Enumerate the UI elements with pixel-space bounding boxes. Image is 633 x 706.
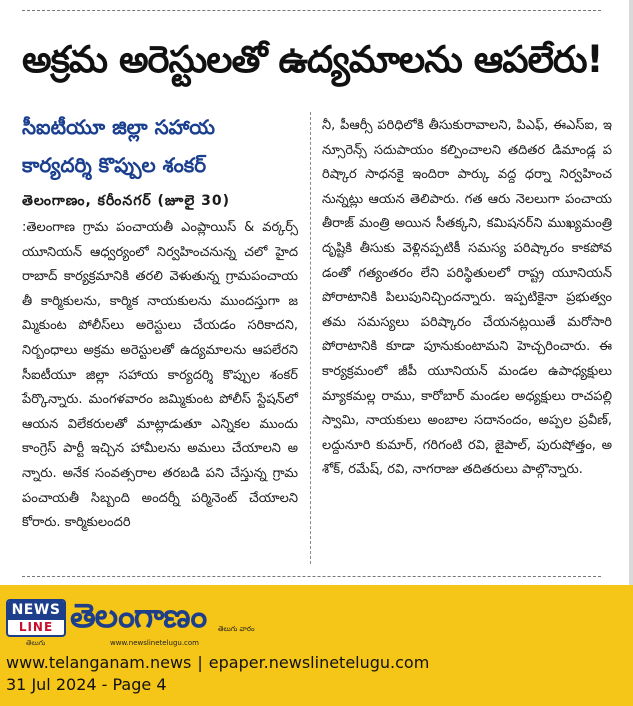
footer-banner [0, 585, 633, 706]
article-body-left: :తెలంగాణ గ్రామ పంచాయతీ ఎంప్లాయిస్ & వర్కర్స్ యూనియన్ ఆధ్వర్యంలో నిర్వహించనున్న చలో హైదరాబాద్ కార్యక్రమానికి తరలి వెళుతున్న గ్రామపంచాయతీ కార్మికులను, కార్మిక నాయకులను ముందస్తుగా జమ్మికుంట పోలీస్‌లు అరెస్టులు చేయడం సరికాదని, నిర్బంధాలు అక్రమ అరెస్టులతో ఉద్యమాలను ఆపలేరని సీఐటీయూ జిల్లా సహాయ కార్యదర్శి కొప్పుల శంకర్ పేర్కొన్నారు. మంగళవారం జమ్మికుంట పోలీస్ స్టేషన్‌లో ఆయన విలేకరులతో మాట్లాడుతూ ఎన్నికల ముందు కాంగ్రెస్ పార్టీ ఇచ్చిన హామీలను అమలు చేయాలని అన్నారు. అనేక సంవత్సరాల తరబడి పని చేస్తున్న గ్రామపంచాయతీ సిబ్బంది అందర్నీ పర్మినెంట్ చేయాలని కోరారు. కార్మికులందరి [22, 220, 298, 531]
masthead-tagline: తెలుగు వారం [218, 625, 255, 633]
top-dashed-rule [22, 10, 601, 11]
edition-date-page: 31 Jul 2024 - Page 4 [6, 675, 167, 694]
article-headline: అక్రమ అరెస్టులతో ఉద్యమాలను ఆపలేరు! [22, 38, 603, 81]
bottom-dashed-rule [22, 576, 601, 577]
newsline-logo-top: NEWS [8, 601, 64, 620]
page-edge [629, 0, 633, 585]
left-column [22, 108, 298, 536]
site-link-epaper[interactable]: epaper.newslinetelugu.com [208, 653, 430, 672]
site-link-telanganam[interactable]: www.telanganam.news [6, 653, 192, 672]
footer-website-links [6, 652, 429, 674]
telanganam-masthead: తెలంగాణం [70, 596, 207, 635]
article-body-right: నీ, పీఆర్సీ పరిధిలోకి తీసుకురావాలని, పిఎఫ్, ఈఎస్ఐ, ఇన్సూరెన్స్ సదుపాయం కల్పించాలని తదితర డిమాండ్ల పరిష్కార సాధనకై ఇందిరా పార్కు వద్ద ధర్నా నిర్వహించనున్నట్లు ఆయన తెలిపారు. గత ఆరు నెలలుగా పంచాయతీరాజ్ మంత్రి అయిన సీతక్కని, కమిషనర్‌ని ముఖ్యమంత్రి దృష్టికి తీసుకు వెళ్లినప్పటికీ సమస్య పరిష్కారం కాకపోవడంతో గత్యంతరం లేని పరిస్థితులలో రాష్ట్ర యూనియన్ పోరాటానికి పిలుపునిచ్చిందన్నారు. ఇప్పటికైనా ప్రభుత్వం తమ సమస్యలు పరిష్కారం చేయనట్లయితే మరోసారి పోరాటానికి కూడా పూనుకుంటామని హెచ్చరించారు. ఈ కార్యక్రమంలో జీపీ యూనియన్ మండల ఉపాధ్యక్షులు మ్యాకమల్ల రాము, కారోబార్ మండల అధ్యక్షులు రాచపల్లి స్వామి, నాయకులు అంబాల సదానందం, అప్పల ప్రవీణ్, లద్దునూరి కుమార్, గరిగంటి రవి, జైపాల్, పురుషోత్తం, అశోక్, రమేష్, రవి, నాగరాజు తదితరులు పాల్గొన్నారు. [322, 118, 612, 478]
newsline-logo [6, 599, 66, 637]
subhead-line-1: సీఐటీయూ జిల్లా సహాయ [22, 115, 216, 139]
dateline: తెలంగాణం, కరీంనగర్ (జూలై 30) [22, 193, 231, 209]
newsline-logo-subtext: తెలుగు [26, 639, 46, 647]
site-separator: | [197, 653, 203, 672]
masthead-url: www.newslinetelugu.com [110, 639, 199, 647]
right-column [322, 114, 612, 483]
column-divider [310, 112, 311, 564]
newsline-logo-bottom: LINE [18, 620, 54, 634]
subhead-line-2: కార్యదర్శి కొప్పుల శంకర్ [22, 153, 207, 177]
